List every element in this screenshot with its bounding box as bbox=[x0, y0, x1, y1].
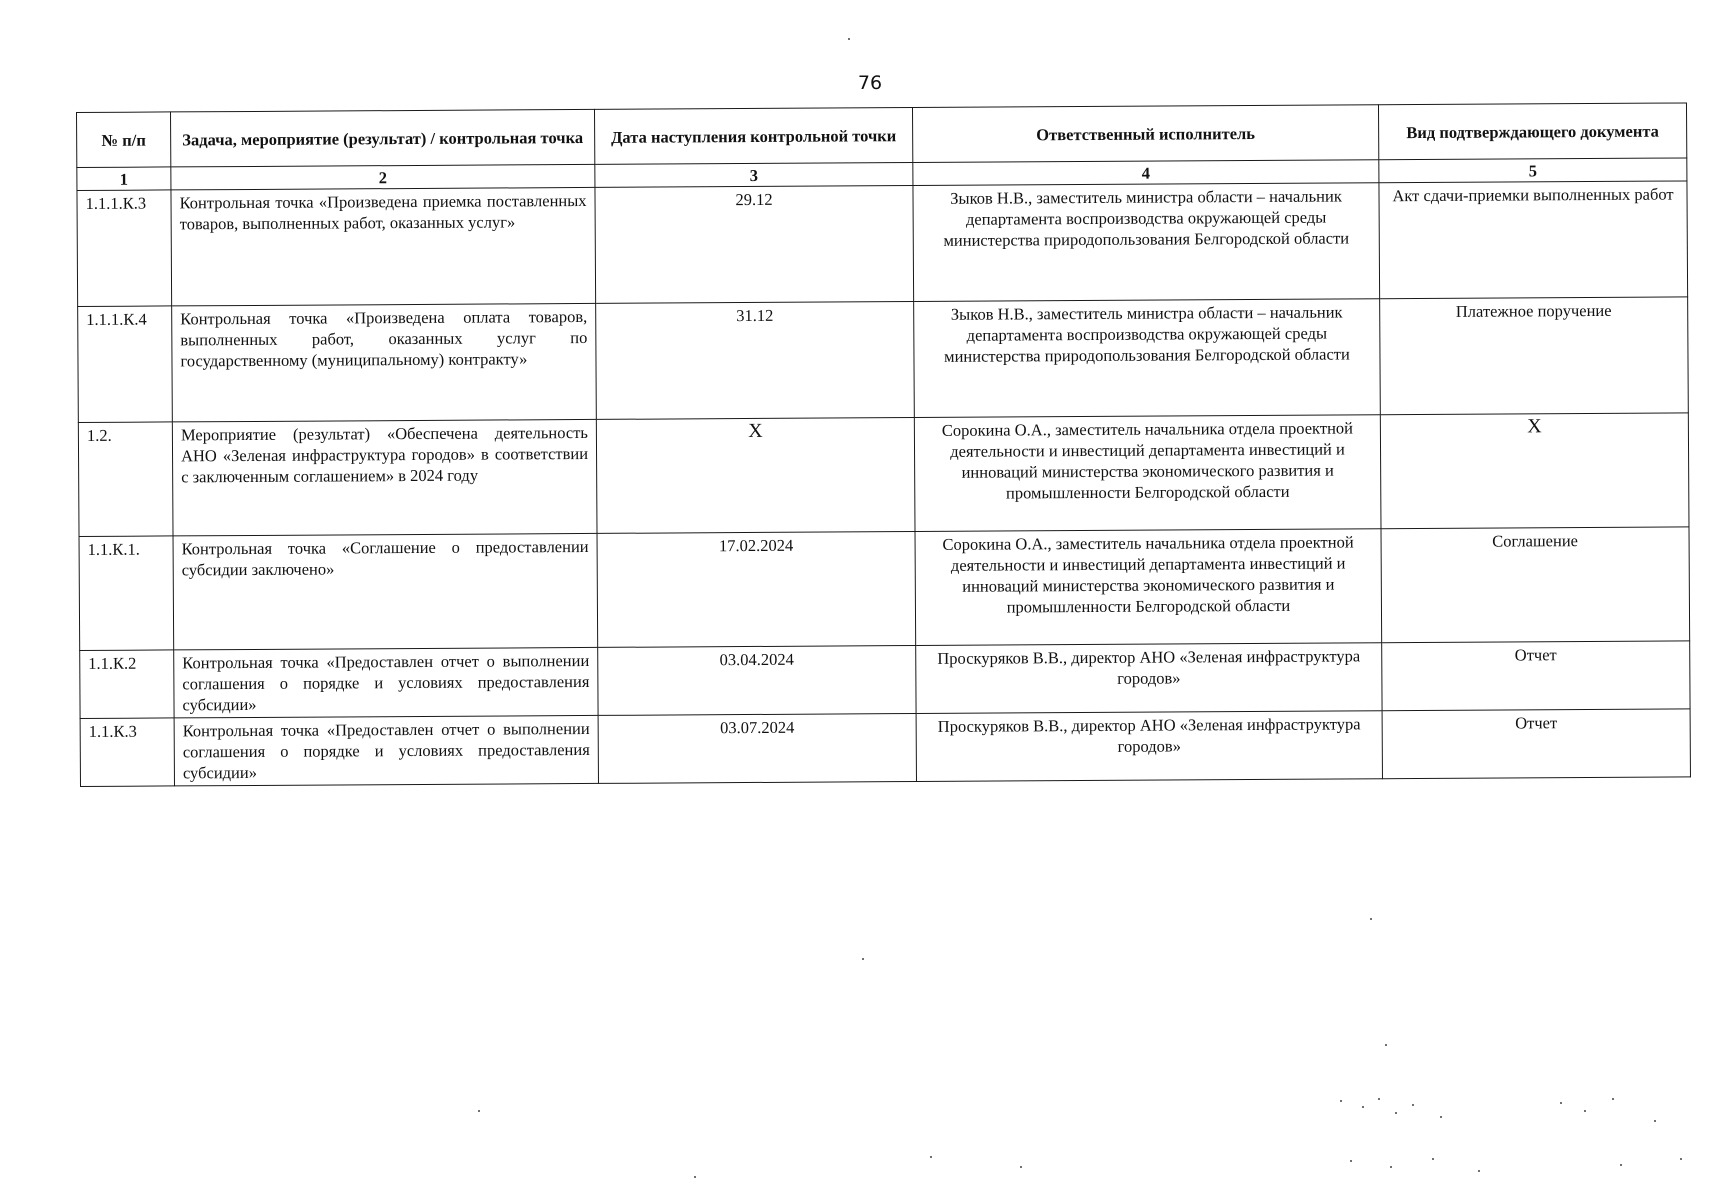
page-number: 76 bbox=[857, 72, 883, 94]
row-task: Контрольная точка «Произведена приемка поставленных товаров, выполненных работ, оказанных услуг» bbox=[171, 187, 596, 306]
row-responsible: Проскуряков В.В., директор АНО «Зеленая инфраструктура городов» bbox=[916, 643, 1382, 714]
row-number: 1.1.1.К.3 bbox=[77, 190, 172, 307]
table-row bbox=[77, 181, 1688, 307]
header-document: Вид подтверждающего документа bbox=[1378, 103, 1686, 160]
header-date: Дата наступления контрольной точки bbox=[594, 108, 912, 165]
row-number: 1.1.К.1. bbox=[79, 536, 174, 651]
column-number: 5 bbox=[1379, 158, 1687, 183]
row-number: 1.1.К.2 bbox=[80, 650, 174, 719]
table-row bbox=[79, 527, 1690, 651]
column-number: 4 bbox=[913, 160, 1379, 186]
row-task: Контрольная точка «Предоставлен отчет о выполнении соглашения о порядке и условиях предоставления субсидии» bbox=[174, 715, 598, 786]
row-responsible: Зыков Н.В., заместитель министра области – начальник департамента воспроизводства окружающей среды министерства природопользования Белгородской области bbox=[913, 183, 1380, 302]
control-points-table bbox=[76, 102, 1691, 787]
row-responsible: Проскуряков В.В., директор АНО «Зеленая инфраструктура городов» bbox=[916, 711, 1382, 782]
row-responsible: Сорокина О.А., заместитель начальника отдела проектной деятельности и инвестиций департамента инвестиций и инноваций министерства экономического развития и промышленности Белгородской области bbox=[915, 529, 1382, 646]
header-number: № п/п bbox=[77, 112, 171, 168]
table-row bbox=[80, 709, 1690, 787]
row-task: Контрольная точка «Произведена оплата товаров, выполненных работ, оказанных услуг по государственному (муниципальному) контракту» bbox=[172, 303, 597, 422]
row-responsible: Сорокина О.А., заместитель начальника отдела проектной деятельности и инвестиций департамента инвестиций и инноваций министерства экономического развития и промышленности Белгородской области bbox=[914, 415, 1381, 532]
row-responsible: Зыков Н.В., заместитель министра области – начальник департамента воспроизводства окружающей среды министерства природопользования Белгородской области bbox=[914, 299, 1381, 418]
row-task: Мероприятие (результат) «Обеспечена деятельность АНО «Зеленая инфраструктура городов» в соответствии с заключенным соглашением» в 2024 году bbox=[172, 419, 597, 536]
row-document: Отчет bbox=[1382, 641, 1690, 711]
header-row bbox=[77, 103, 1687, 168]
row-task: Контрольная точка «Предоставлен отчет о выполнении соглашения о порядке и условиях предоставления субсидии» bbox=[174, 647, 598, 718]
row-date: 03.07.2024 bbox=[598, 714, 916, 784]
column-number: 2 bbox=[171, 164, 595, 190]
header-task: Задача, мероприятие (результат) / контрольная точка bbox=[171, 109, 595, 167]
row-date: 31.12 bbox=[596, 302, 915, 420]
row-document: X bbox=[1380, 413, 1689, 529]
table-row bbox=[80, 641, 1690, 719]
row-number: 1.1.К.3 bbox=[80, 718, 174, 787]
row-document: Отчет bbox=[1382, 709, 1690, 779]
column-number: 1 bbox=[77, 167, 171, 191]
table-row bbox=[78, 297, 1689, 423]
column-number: 3 bbox=[595, 163, 913, 188]
row-document: Платежное поручение bbox=[1380, 297, 1689, 415]
table-row bbox=[78, 413, 1689, 537]
row-date: 17.02.2024 bbox=[597, 532, 916, 648]
row-document: Акт сдачи-приемки выполненных работ bbox=[1379, 181, 1688, 299]
header-responsible: Ответственный исполнитель bbox=[912, 105, 1378, 163]
row-date: 03.04.2024 bbox=[598, 646, 916, 716]
row-document: Соглашение bbox=[1381, 527, 1690, 643]
row-number: 1.1.1.К.4 bbox=[78, 306, 173, 423]
row-number: 1.2. bbox=[78, 422, 173, 537]
row-date: X bbox=[596, 418, 915, 534]
row-task: Контрольная точка «Соглашение о предоставлении субсидии заключено» bbox=[173, 533, 598, 650]
row-date: 29.12 bbox=[595, 186, 914, 304]
